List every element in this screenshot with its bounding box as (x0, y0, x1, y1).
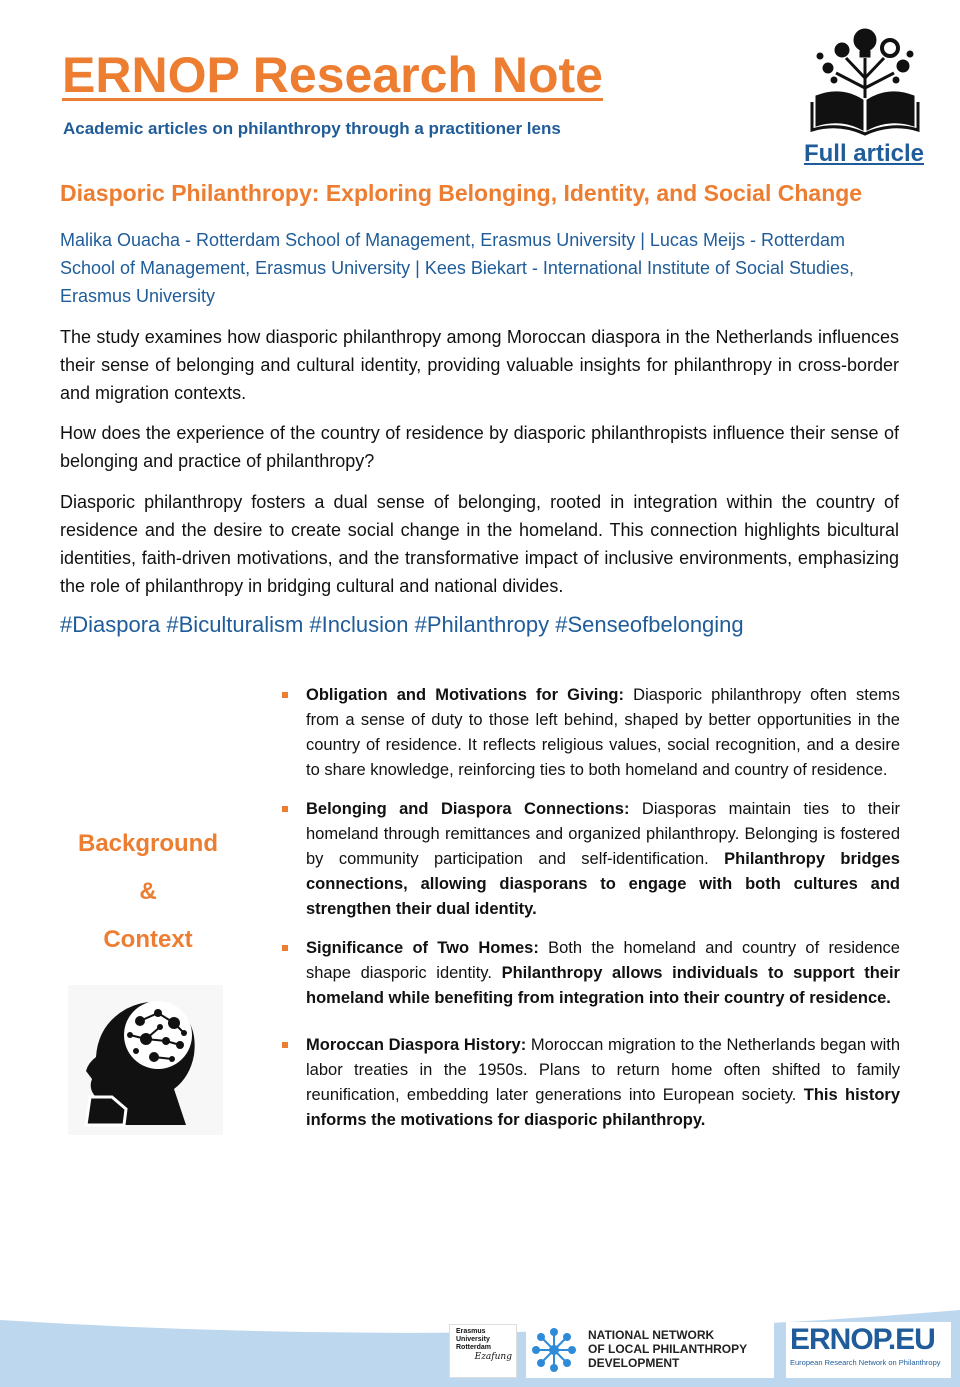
section-heading (58, 820, 238, 964)
page-subtitle: Academic articles on philanthropy through a practitioner lens (63, 119, 561, 138)
section-heading-line: & (139, 878, 157, 905)
erasmus-university-logo (449, 1324, 517, 1378)
nnlpd-logo (526, 1322, 774, 1378)
eur-logo-line: Rotterdam (456, 1344, 492, 1351)
section-heading-line: Background (77, 830, 218, 857)
nnlpd-line: DEVELOPMENT (588, 1356, 680, 1370)
ernop-tagline: European Research Network on Philanthropy (790, 1358, 941, 1367)
bullet-item (282, 936, 900, 1011)
ernop-logo (786, 1322, 951, 1378)
section-heading-line: Context (103, 926, 193, 953)
page-title: ERNOP Research Note (62, 47, 603, 103)
nnlpd-star-icon (528, 1324, 580, 1376)
bullet-item (282, 1033, 900, 1133)
bullet-text: Diasporic philanthropy often stems from a sense of duty to those left behind, shaped by better opportunities in the country of residence. It reflects religious values, social recognition, and a desire to share knowledge, reinforcing ties to both homeland and country of residence. (306, 686, 900, 779)
bullet-item (282, 683, 900, 783)
bullet-emphasis: Philanthropy allows individuals to support their homeland while benefiting from integration into their country of residence. (306, 964, 900, 1007)
bullet-text: Moroccan migration to the Netherlands began with labor treaties in the 1950s. Plans to return home often shifted to family reunification, embedding later generations into European society. (306, 1036, 900, 1104)
head-thinking-icon (68, 985, 223, 1135)
bullet-text: Diasporas maintain ties to their homeland through remittances and organized philanthropy. Belonging is fostered by community participation and self-identification. (306, 800, 900, 868)
ernop-logo-text: ERNOP.EU (790, 1323, 935, 1356)
bullet-title: Belonging and Diaspora Connections: (306, 800, 630, 818)
bullet-title: Obligation and Motivations for Giving: (306, 686, 625, 704)
eur-signature: Ezafung (474, 1352, 512, 1362)
research-question: How does the experience of the country of residence by diasporic philanthropists influence their sense of belonging and practice of philanthropy? (60, 423, 899, 471)
bullet-title: Significance of Two Homes: (306, 939, 539, 957)
bullet-title: Moroccan Diaspora History: (306, 1036, 527, 1054)
bullet-emphasis: This history informs the motivations for diasporic philanthropy. (306, 1086, 900, 1129)
summary-paragraph: The study examines how diasporic philanthropy among Moroccan diaspora in the Netherlands influences their sense of belonging and cultural identity, providing valuable insights for philanthropy in cross-border and migration contexts. (60, 327, 899, 403)
bullet-emphasis: Philanthropy bridges connections, allowing diasporans to engage with both cultures and strengthen their dual identity. (306, 850, 900, 918)
article-title: Diasporic Philanthropy: Exploring Belonging, Identity, and Social Change (60, 180, 863, 206)
finding-paragraph: Diasporic philanthropy fosters a dual sense of belonging, rooted in integration within the country of residence and the desire to create social change in the homeland. This connection highlights bicultural identities, faith-driven motivations, and the transformative impact of inclusive environments, emphasizing the role of philanthropy in bridging cultural and national divides. (60, 492, 899, 596)
bullet-text: Both the homeland and country of residence shape diasporic identity. (306, 939, 900, 982)
bullet-list (282, 683, 900, 1133)
book-ideas-icon (806, 18, 924, 136)
bullet-item (282, 797, 900, 922)
authors: Malika Ouacha - Rotterdam School of Management, Erasmus University | Lucas Meijs - Rotterdam School of Management, Erasmus University | Kees Biekart - International Institute of Social Studies, Erasmus University (60, 230, 855, 306)
nnlpd-line: OF LOCAL PHILANTHROPY (588, 1342, 748, 1356)
eur-logo-line: University (456, 1336, 490, 1343)
eur-logo-line: Erasmus (456, 1328, 486, 1335)
nnlpd-line: NATIONAL NETWORK (588, 1328, 715, 1342)
hashtags: #Diaspora #Biculturalism #Inclusion #Philanthropy #Senseofbelonging (60, 612, 744, 637)
full-article-link[interactable]: Full article (803, 140, 924, 167)
